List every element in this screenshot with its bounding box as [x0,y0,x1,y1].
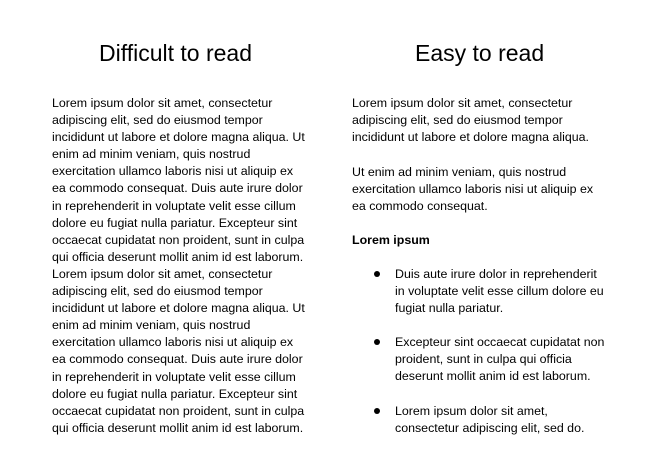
paragraph-line: incididunt ut labore et dolore magna aliqua. [352,130,589,145]
bullet-line: Duis aute irure dolor in reprehenderit [395,267,597,281]
body-line: Lorem ipsum dolor sit amet, consectetur [52,96,273,110]
easy-subheading: Lorem ipsum [352,233,430,247]
bullet-dot-icon [374,339,380,345]
easy-paragraph-1 [352,95,614,146]
paragraph-line: Ut enim ad minim veniam, quis nostrud [352,165,567,179]
easy-heading: Easy to read [415,40,545,66]
body-line: exercitation ullamco laboris nisi ut aliquip ex [52,164,294,179]
body-line: qui officia deserunt mollit anim id est laborum. [52,249,304,264]
bullet-line: proident, sunt in culpa qui officia [395,352,572,367]
body-line: incididunt ut labore et dolore magna aliqua. Ut [52,130,305,145]
body-line: exercitation ullamco laboris nisi ut aliquip ex [52,335,294,350]
body-line: enim ad minim veniam, quis nostrud [52,318,251,333]
body-line: dolore eu fugiat nulla pariatur. Excepteur sint [52,215,298,230]
paragraph-line: exercitation ullamco laboris nisi ut aliquip ex [352,182,594,197]
bullet-line: Lorem ipsum dolor sit amet, [395,404,548,418]
bullet-line: Excepteur sint occaecat cupidatat non [395,335,605,349]
difficult-heading: Difficult to read [99,40,252,66]
body-line: occaecat cupidatat non proident, sunt in culpa [52,403,305,418]
body-line: incididunt ut labore et dolore magna aliqua. Ut [52,301,305,316]
bullet-text [395,266,617,317]
bullet-line: consectetur adipiscing elit, sed do. [395,421,585,436]
body-line: in reprehenderit in voluptate velit esse cillum [52,369,296,384]
bullet-dot-icon [374,271,380,277]
paragraph-line: Lorem ipsum dolor sit amet, consectetur [352,96,573,110]
body-line: occaecat cupidatat non proident, sunt in culpa [52,232,305,247]
body-line: Lorem ipsum dolor sit amet, consectetur [52,266,273,281]
paragraph-line: adipiscing elit, sed do eiusmod tempor [352,113,563,128]
bullet-text [395,403,617,437]
bullet-text [395,334,617,385]
body-line: ea commodo consequat. Duis aute irure dolor [52,181,303,196]
body-line: dolore eu fugiat nulla pariatur. Excepteur sint [52,386,298,401]
bullet-dot-icon [374,408,380,414]
bullet-line: fugiat nulla pariatur. [395,301,504,316]
body-line: ea commodo consequat. Duis aute irure dolor [52,352,303,367]
body-line: adipiscing elit, sed do eiusmod tempor [52,113,263,128]
paragraph-line: ea commodo consequat. [352,199,488,214]
easy-paragraph-2 [352,164,614,215]
bullet-line: in voluptate velit esse cillum dolore eu [395,284,604,299]
body-line: enim ad minim veniam, quis nostrud [52,147,251,162]
body-line: in reprehenderit in voluptate velit esse cillum [52,198,296,213]
difficult-body [52,95,312,437]
body-line: adipiscing elit, sed do eiusmod tempor [52,284,263,299]
bullet-line: deserunt mollit anim id est laborum. [395,369,591,384]
body-line: qui officia deserunt mollit anim id est laborum. [52,420,304,435]
